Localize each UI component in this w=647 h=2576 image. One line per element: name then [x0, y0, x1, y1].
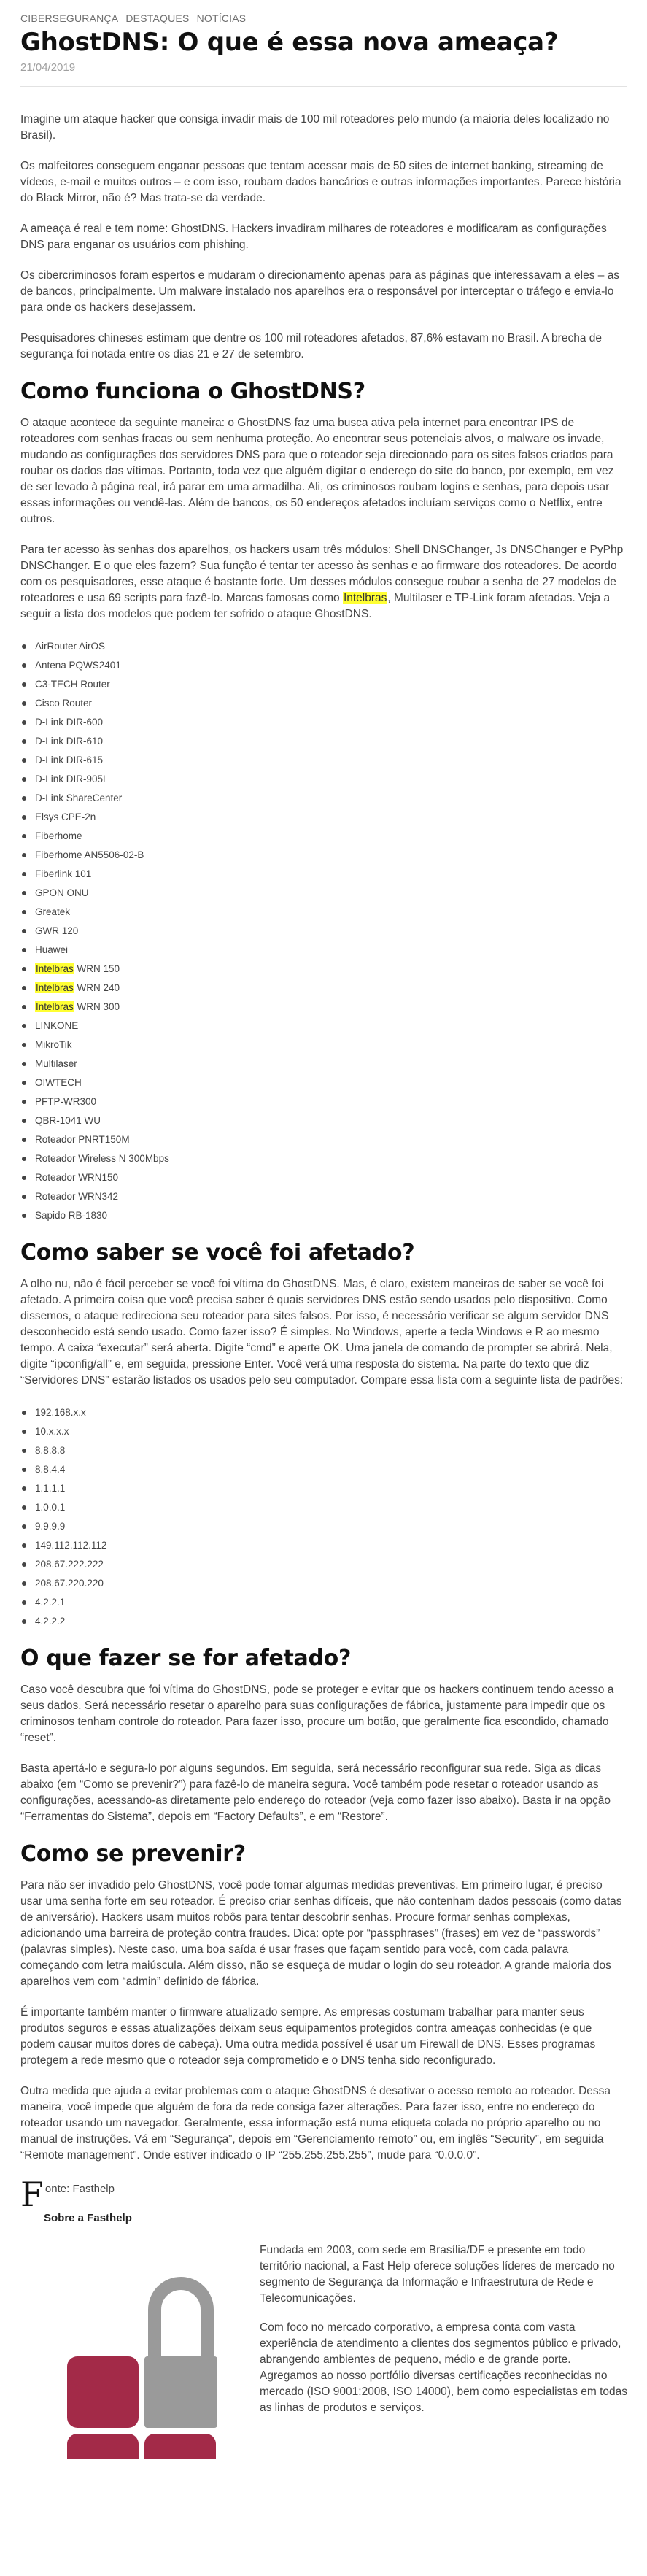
logo-square	[67, 2356, 139, 2428]
router-model: WRN 300	[74, 1001, 120, 1012]
section-heading-prevention: Como se prevenir?	[20, 1841, 246, 1867]
router-list-item	[20, 998, 627, 1017]
modules-text: , Multilaser e TP-Link foram afetadas. Veja a seguir a lista dos modelos que podem ter sofrido o ataque GhostDNS.	[20, 592, 611, 620]
affected-routers-list	[20, 637, 627, 1225]
router-model: D-Link DIR-615	[35, 755, 104, 766]
section-heading-how-it-works: Como funciona o GhostDNS?	[20, 379, 365, 404]
dns-list-item: 1.0.0.1	[20, 1498, 627, 1517]
modules-paragraph	[20, 542, 627, 622]
router-model: Roteador WRN342	[35, 1191, 119, 1202]
dns-list-item: 8.8.8.8	[20, 1441, 627, 1460]
router-list-item	[20, 808, 627, 827]
router-list-item	[20, 1054, 627, 1073]
router-model: MikroTik	[35, 1039, 72, 1050]
dns-list-item: 192.168.x.x	[20, 1403, 627, 1422]
router-list-item	[20, 732, 627, 751]
router-list-item	[20, 1017, 627, 1036]
router-list-item	[20, 675, 627, 694]
category-link-noticias[interactable]: NOTÍCIAS	[196, 12, 247, 24]
router-list-item	[20, 1130, 627, 1149]
router-list-item	[20, 865, 627, 884]
router-list-item	[20, 1073, 627, 1092]
router-model: Huawei	[35, 944, 69, 955]
router-list-item	[20, 884, 627, 903]
router-list-item	[20, 789, 627, 808]
dns-list-item: 208.67.220.220	[20, 1574, 627, 1593]
what-to-do-paragraph: Caso você descubra que foi vítima do GhostDNS, pode se proteger e evitar que os hackers continuem tendo acesso a seus dados. Será necessário resetar o aparelho para suas configurações de fábrica, justamente para impedir que os criminosos tenham controle do roteador. Para fazer isso, procure um botão, que geralmente fica escondido, chamado “reset”.	[20, 1684, 614, 1744]
modules-text: Para ter acesso às senhas dos aparelhos, os hackers usam três módulos: Shell DNSChanger, Js DNSChanger e PyPhp DNSChanger. E o que eles fazem? Sua função é tentar ter acesso às senhas e ao firmware dos roteadores. De acordo com os pesquisadores, esse ataque é bastante forte. Um desses módulos consegue roubar a senha de 27 modelos de roteadores e usa 69 scripts para fazê-lo. Marcas famosas como	[20, 544, 624, 604]
router-list-item	[20, 846, 627, 865]
padlock-body	[144, 2356, 217, 2428]
router-list-item	[20, 1036, 627, 1054]
router-model: LINKONE	[35, 1020, 79, 1031]
padlock-shackle	[155, 2283, 207, 2358]
source-line	[20, 2175, 627, 2214]
router-list-item	[20, 960, 627, 979]
logo-square	[67, 2434, 139, 2459]
about-section	[20, 2226, 627, 2467]
router-model: D-Link DIR-610	[35, 736, 104, 747]
what-to-do-paragraph: Basta apertá-lo e segura-lo por alguns segundos. Em seguida, será necessário reconfigurar sua rede. Siga as dicas abaixo (em “Como se prevenir?”) para fazê-lo de maneira segura. Você também pode resetar o roteador usando as configurações, acessando-as diretamente pelo endereço do roteador (veja como fazer isso abaixo). Basta ir na opção “Ferramentas do Sistema”, depois em “Factory Defaults”, e em “Restore”.	[20, 1762, 611, 1823]
prevention-paragraph: Outra medida que ajuda a evitar problemas com o ataque GhostDNS é desativar o acesso remoto ao roteador. Dessa maneira, você impede que alguém de fora da rede consiga fazer alterações. Para fazer isso, entre no endereço do roteador usando um navegador. Geralmente, essa informação está numa etiqueta colada no próprio aparelho ou no manual de instruções. Vá em “Segurança”, depois em “Gerenciamento remoto” ou, em inglês “Security”, em seguida “Remote management”. Onde estiver indicado o IP “255.255.255.255”, mude para “0.0.0.0”.	[20, 2085, 611, 2162]
router-model: Sapido RB-1830	[35, 1210, 108, 1221]
router-list-item	[20, 770, 627, 789]
dns-list-item: 9.9.9.9	[20, 1517, 627, 1536]
router-model: Fiberhome	[35, 830, 82, 841]
router-list-item	[20, 694, 627, 713]
router-model: QBR-1041 WU	[35, 1115, 101, 1126]
how-it-works-paragraph: O ataque acontece da seguinte maneira: o GhostDNS faz uma busca ativa pela internet para encontrar IPS de roteadores com senhas fracas ou sem nenhuma proteção. Ao encontrar seus potenciais alvos, o malware os invade, mudando as configurações dos servidores DNS para que o roteador seja direcionado para os sites falsos criados para roubar os dados das vítimas. Portanto, toda vez que alguém digitar o endereço do site do banco, por exemplo, em vez de ser levado à página real, irá parar em uma armadilha. Ali, os criminosos roubam logins e senhas, para depois usar essas informações ou vendê-las. Além de bancos, os 50 endereços afetados incluíam serviços como o Netflix, entre outros.	[20, 417, 614, 525]
router-model: Antena PQWS2401	[35, 660, 121, 671]
router-model: C3-TECH Router	[35, 679, 110, 690]
router-model: OIWTECH	[35, 1077, 82, 1088]
section-heading-how-to-know: Como saber se você foi afetado?	[20, 1240, 415, 1265]
padlock-squares-logo-icon	[61, 2247, 222, 2459]
router-list-item	[20, 979, 627, 998]
router-model: GWR 120	[35, 925, 79, 936]
prevention-paragraph: Para não ser invadido pelo GhostDNS, você pode tomar algumas medidas preventivas. Em primeiro lugar, é preciso usar uma senha forte em seu roteador. É preciso criar senhas difíceis, que não contenham dados pessoais (como datas de aniversário). Hackers usam muitos robôs para tentar descobrir senhas. Procure formar senhas complexas, adicionando uma barreira de proteção contra fraudes. Dica: opte por “passphrases” (frases) em vez de “passwords” (palavras simples). Neste caso, uma boa saída é usar frases que façam sentido para você, com cada palavra começando com letra maiúscula. Além disso, não se esqueça de mudar o login do seu roteador. A grande maioria dos aparelhos vem com “admin” definido de fábrica.	[20, 1879, 622, 1988]
router-model: Fiberlink 101	[35, 868, 92, 879]
router-model: Roteador Wireless N 300Mbps	[35, 1153, 169, 1164]
category-link-ciberseguranca[interactable]: CIBERSEGURANÇA	[20, 12, 119, 24]
intro-paragraph: Os cibercriminosos foram espertos e mudaram o direcionamento apenas para as páginas que interessavam a eles – as de bancos, principalmente. Um malware instalado nos aparelhos era o responsável por interceptar o tráfego e envia-lo para onde os hackers desejassem.	[20, 269, 620, 314]
router-model: D-Link DIR-905L	[35, 774, 109, 784]
dns-list-item: 1.1.1.1	[20, 1479, 627, 1498]
router-list-item	[20, 1149, 627, 1168]
prevention-paragraph: É importante também manter o firmware atualizado sempre. As empresas costumam trabalhar para manter seus produtos seguros e essas atualizações deixam seus equipamentos protegidos contra ameaças conhecidas (e que podem causar muitos dores de cabeça). Uma outra medida possível é usar um Firewall de DNS. Esses programas protegem a rede mesmo que o roteador seja comprometido e o DNS tenha sido reconfigurado.	[20, 2006, 596, 2067]
router-list-item	[20, 922, 627, 941]
router-list-item	[20, 713, 627, 732]
router-list-item	[20, 1206, 627, 1225]
source-dropcap: F	[20, 2175, 44, 2214]
intro-paragraph: Pesquisadores chineses estimam que dentre os 100 mil roteadores afetados, 87,6% estavam no Brasil. A brecha de segurança foi notada entre os dias 21 e 27 de setembro.	[20, 332, 602, 360]
router-model: D-Link DIR-600	[35, 717, 104, 728]
router-list-item	[20, 751, 627, 770]
router-model: D-Link ShareCenter	[35, 793, 123, 803]
router-list-item	[20, 1187, 627, 1206]
dns-list-item: 149.112.112.112	[20, 1536, 627, 1555]
dns-list-item: 208.67.222.222	[20, 1555, 627, 1574]
intro-paragraph: Imagine um ataque hacker que consiga invadir mais de 100 mil roteadores pelo mundo (a maioria deles localizado no Brasil).	[20, 113, 610, 142]
router-model: AirRouter AirOS	[35, 641, 106, 652]
how-to-know-paragraph: A olho nu, não é fácil perceber se você foi vítima do GhostDNS. Mas, é claro, existem maneiras de saber se você foi afetado. A primeira coisa que você precisa saber é quais servidores DNS estão sendo usados pelo dispositivo. Como dissemos, o ataque redireciona seu roteador para sites falsos. Por isso, é necessário verificar se algum servidor DNS desconhecido está sendo usado. Como fazer isso? É simples. No Windows, aperte a tecla Windows e R ao mesmo tempo. A caixa “executar” será aberta. Digite “cmd” e aperte OK. Uma janela de comando de prompter se abrirá. Nela, digite “ipconfig/all” e, em seguida, pressione Enter. Você verá uma resposta do sistema. Na parte do texto que diz “Servidores DNS” estarão listados os usados pelo seu computador. Compare essa lista com a seguinte lista de padrões:	[20, 1278, 624, 1387]
router-list-item	[20, 1168, 627, 1187]
about-title: Sobre a Fasthelp	[44, 2212, 132, 2224]
dns-list-item: 4.2.2.2	[20, 1612, 627, 1631]
logo-square	[144, 2434, 216, 2459]
router-model: Multilaser	[35, 1058, 77, 1069]
router-model: Cisco Router	[35, 698, 93, 709]
about-paragraph: Com foco no mercado corporativo, a empresa conta com vasta experiência de atendimento a clientes dos segmentos público e privado, abrangendo ambientes de pequeno, médio e de grande porte. Agregamos ao nosso portfólio diversas certificações reconhecidas no mercado (ISO 9001:2008, ISO 14000), bem como especialistas em todas as linhas de produtos e serviços.	[260, 2321, 628, 2414]
router-model: GPON ONU	[35, 887, 89, 898]
highlighted-term: Intelbras	[343, 592, 387, 604]
highlighted-term: Intelbras	[36, 963, 74, 974]
dns-list-item: 8.8.4.4	[20, 1460, 627, 1479]
router-list-item	[20, 903, 627, 922]
dns-list-item: 10.x.x.x	[20, 1422, 627, 1441]
dns-servers-list	[20, 1403, 627, 1631]
category-links	[20, 10, 627, 26]
intro-paragraph: A ameaça é real e tem nome: GhostDNS. Hackers invadiram milhares de roteadores e modificaram as configurações DNS para enganar os usuários com phishing.	[20, 223, 607, 251]
router-model: WRN 240	[74, 982, 120, 993]
router-list-item	[20, 1111, 627, 1130]
category-link-destaques[interactable]: DESTAQUES	[125, 12, 190, 24]
router-list-item	[20, 941, 627, 960]
router-list-item	[20, 637, 627, 656]
title-divider	[20, 86, 627, 87]
article-date: 21/04/2019	[20, 61, 76, 74]
highlighted-term: Intelbras	[36, 1001, 74, 1012]
intro-paragraph: Os malfeitores conseguem enganar pessoas que tentam acessar mais de 50 sites de internet banking, streaming de vídeos, e-mail e muitos outros – e com isso, roubam dados bancários e outras informações importantes. Parece história do Black Mirror, não é? Mas trata-se da verdade.	[20, 160, 621, 204]
about-text	[260, 2243, 627, 2429]
section-heading-what-to-do: O que fazer se for afetado?	[20, 1646, 352, 1671]
router-model: Elsys CPE-2n	[35, 811, 96, 822]
router-model: Greatek	[35, 906, 71, 917]
router-model: PFTP-WR300	[35, 1096, 97, 1107]
dns-list-item: 4.2.2.1	[20, 1593, 627, 1612]
highlighted-term: Intelbras	[36, 982, 74, 993]
router-model: Roteador WRN150	[35, 1172, 119, 1183]
article-title: GhostDNS: O que é essa nova ameaça?	[20, 28, 559, 57]
router-model: WRN 150	[74, 963, 120, 974]
router-list-item	[20, 1092, 627, 1111]
router-model: Fiberhome AN5506-02-B	[35, 849, 144, 860]
source-text: onte: Fasthelp	[44, 2183, 115, 2195]
about-paragraph: Fundada em 2003, com sede em Brasília/DF e presente em todo território nacional, a Fast Help oferece soluções líderes de mercado no segmento de Segurança da Informação e Infraestrutura de Rede e Telecomunicações.	[260, 2244, 615, 2305]
router-list-item	[20, 656, 627, 675]
router-list-item	[20, 827, 627, 846]
router-model: Roteador PNRT150M	[35, 1134, 130, 1145]
